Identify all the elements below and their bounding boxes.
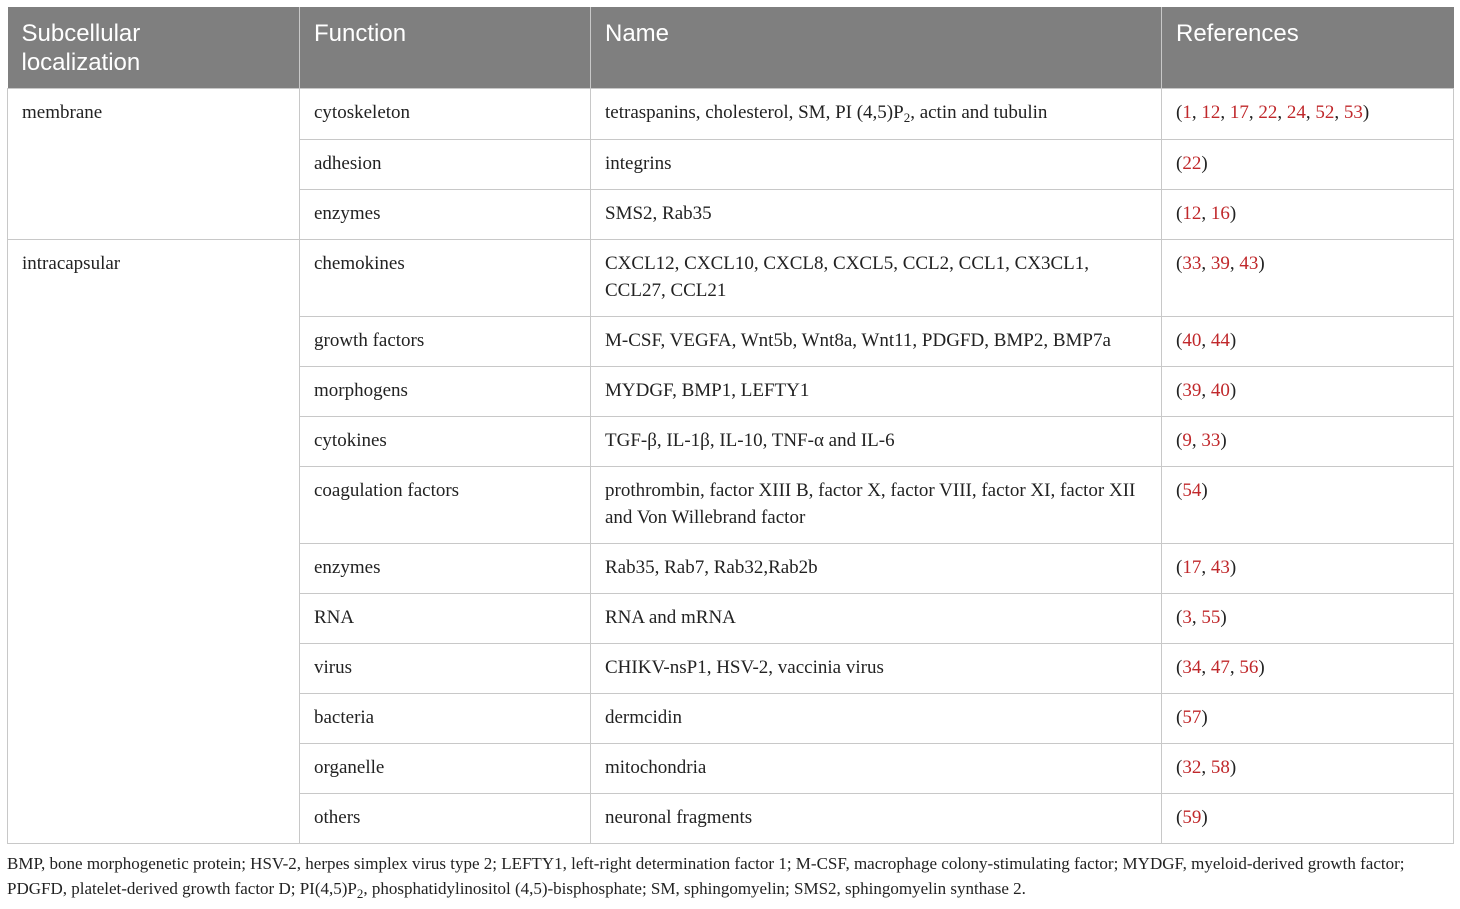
cell-function: morphogens	[300, 367, 591, 417]
reference-link[interactable]: 1	[1182, 102, 1192, 123]
cell-function: cytokines	[300, 417, 591, 467]
header-references: References	[1162, 7, 1454, 89]
cell-references: (39, 40)	[1162, 367, 1454, 417]
reference-link[interactable]: 22	[1182, 153, 1202, 174]
table-body	[8, 89, 1454, 844]
cell-function: virus	[300, 644, 591, 694]
cell-references: (32, 58)	[1162, 744, 1454, 794]
reference-link[interactable]: 32	[1182, 757, 1202, 778]
header-function: Function	[300, 7, 591, 89]
cell-references: (12, 16)	[1162, 190, 1454, 240]
reference-link[interactable]: 43	[1210, 557, 1230, 578]
cell-name: M-CSF, VEGFA, Wnt5b, Wnt8a, Wnt11, PDGFD, BMP2, BMP7a	[591, 317, 1162, 367]
cell-localization: intracapsular	[8, 240, 300, 844]
cell-name: Rab35, Rab7, Rab32,Rab2b	[591, 544, 1162, 594]
cell-function: others	[300, 794, 591, 844]
cell-references: (17, 43)	[1162, 544, 1454, 594]
reference-link[interactable]: 47	[1210, 657, 1230, 678]
reference-link[interactable]: 12	[1201, 102, 1221, 123]
reference-link[interactable]: 33	[1182, 253, 1202, 274]
cell-function: enzymes	[300, 544, 591, 594]
cell-function: organelle	[300, 744, 591, 794]
table-row	[8, 240, 1454, 317]
cell-name: CHIKV-nsP1, HSV-2, vaccinia virus	[591, 644, 1162, 694]
cell-references: (34, 47, 56)	[1162, 644, 1454, 694]
cell-function: cytoskeleton	[300, 89, 591, 140]
cell-function: coagulation factors	[300, 467, 591, 544]
reference-link[interactable]: 39	[1210, 253, 1230, 274]
reference-link[interactable]: 40	[1210, 380, 1230, 401]
table-container	[7, 7, 1453, 844]
cell-function: bacteria	[300, 694, 591, 744]
reference-link[interactable]: 17	[1229, 102, 1249, 123]
cell-localization: membrane	[8, 89, 300, 240]
data-table	[7, 7, 1454, 844]
reference-link[interactable]: 33	[1201, 430, 1221, 451]
cell-name: neuronal fragments	[591, 794, 1162, 844]
reference-link[interactable]: 53	[1343, 102, 1363, 123]
reference-link[interactable]: 16	[1210, 203, 1230, 224]
cell-references: (40, 44)	[1162, 317, 1454, 367]
cell-name: CXCL12, CXCL10, CXCL8, CXCL5, CCL2, CCL1, CX3CL1, CCL27, CCL21	[591, 240, 1162, 317]
reference-link[interactable]: 54	[1182, 480, 1202, 501]
cell-name: MYDGF, BMP1, LEFTY1	[591, 367, 1162, 417]
cell-references: (57)	[1162, 694, 1454, 744]
cell-references: (3, 55)	[1162, 594, 1454, 644]
reference-link[interactable]: 17	[1182, 557, 1202, 578]
cell-name: mitochondria	[591, 744, 1162, 794]
cell-function: growth factors	[300, 317, 591, 367]
cell-references: (22)	[1162, 140, 1454, 190]
reference-link[interactable]: 22	[1258, 102, 1278, 123]
cell-name: SMS2, Rab35	[591, 190, 1162, 240]
cell-function: RNA	[300, 594, 591, 644]
reference-link[interactable]: 44	[1210, 330, 1230, 351]
cell-references: (33, 39, 43)	[1162, 240, 1454, 317]
cell-name: dermcidin	[591, 694, 1162, 744]
cell-name: tetraspanins, cholesterol, SM, PI $(4,5)P_2$, actin and tubulin	[591, 89, 1162, 140]
reference-link[interactable]: 57	[1182, 707, 1202, 728]
reference-link[interactable]: 39	[1182, 380, 1202, 401]
cell-references: (59)	[1162, 794, 1454, 844]
reference-link[interactable]: 59	[1182, 807, 1202, 828]
cell-name: integrins	[591, 140, 1162, 190]
reference-link[interactable]: 12	[1182, 203, 1202, 224]
reference-link[interactable]: 58	[1210, 757, 1230, 778]
header-name: Name	[591, 7, 1162, 89]
cell-name: TGF-β, IL-1β, IL-10, TNF-α and IL-6	[591, 417, 1162, 467]
reference-link[interactable]: 55	[1201, 607, 1221, 628]
cell-name: RNA and mRNA	[591, 594, 1162, 644]
reference-link[interactable]: 3	[1182, 607, 1192, 628]
reference-link[interactable]: 24	[1286, 102, 1306, 123]
reference-link[interactable]: 9	[1182, 430, 1192, 451]
reference-link[interactable]: 52	[1315, 102, 1335, 123]
cell-references: (9, 33)	[1162, 417, 1454, 467]
table-footnote: BMP, bone morphogenetic protein; HSV-2, herpes simplex virus type 2; LEFTY1, left-right determination factor 1; M-CSF, macrophage colony-stimulating factor; MYDGF, myeloid-derived growth factor; PDGFD, platelet-derived growth factor D; $PI(4,5)P_2$, phosphatidylinositol (4,5)-bisphosphate; SM, sphingomyelin; SMS2, sphingomyelin synthase 2.	[7, 854, 1405, 901]
cell-function: chemokines	[300, 240, 591, 317]
cell-references: (1, 12, 17, 22, 24, 52, 53)	[1162, 89, 1454, 140]
header-localization: Subcellular localization	[8, 7, 300, 89]
reference-link[interactable]: 56	[1239, 657, 1259, 678]
cell-function: enzymes	[300, 190, 591, 240]
reference-link[interactable]: 34	[1182, 657, 1202, 678]
reference-link[interactable]: 43	[1239, 253, 1259, 274]
cell-function: adhesion	[300, 140, 591, 190]
table-header	[8, 7, 1454, 89]
header-row	[8, 7, 1454, 89]
table-row	[8, 89, 1454, 140]
reference-link[interactable]: 40	[1182, 330, 1202, 351]
cell-references: (54)	[1162, 467, 1454, 544]
cell-name: prothrombin, factor XIII B, factor X, factor VIII, factor XI, factor XII and Von Willebrand factor	[591, 467, 1162, 544]
